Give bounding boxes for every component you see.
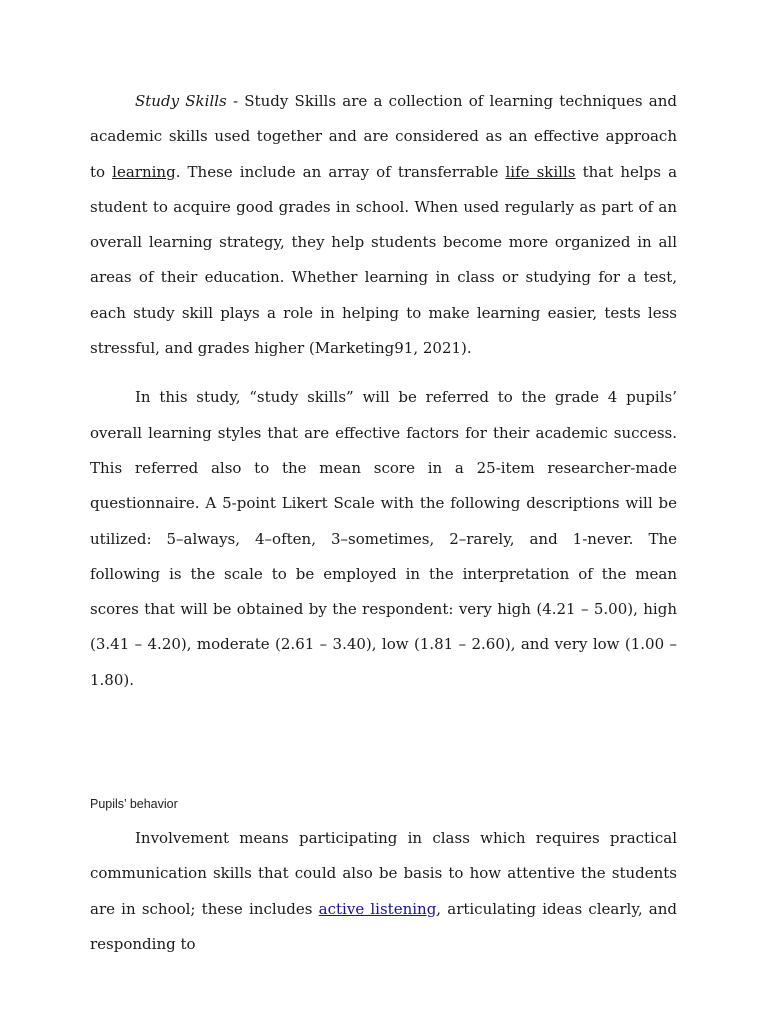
paragraph-text: Involvement means participating in class which requires practical communication skills that could also be basis to how attentive the students are in school; these includes [90,829,677,918]
paragraph-text: Study Skills are a collection of learning techniques and academic skills used together and are considered as an effective approach to [90,92,677,181]
study-skills-paragraph [90,84,677,366]
life-skills-link[interactable]: life skills [505,162,576,181]
paragraph-text: that helps a student to acquire good grades in school. When used regularly as part of an overall learning strategy, they help students become more organized in all areas of their education. Whether learning in class or studying for a test, each study skill plays a role in helping to make learning easier, tests less stressful, and grades higher (Marketing91, 2021). [90,162,678,358]
document-body-continued [90,821,677,962]
defined-term: Study Skills [135,92,227,110]
paragraph-text: . These include an array of transferrable [175,162,506,181]
active-listening-link[interactable]: active listening [318,899,437,918]
operational-definition-paragraph: In this study, “study skills” will be referred to the grade 4 pupils’ overall learning styles that are effective factors for their academic success. This referred also to the mean score in a 25-item researcher-made questionnaire. A 5-point Likert Scale with the following descriptions will be utilized: 5–always, 4–often, 3–sometimes, 2–rarely, and 1-never. The following is the scale to be employed in the interpretation of the mean scores that will be obtained by the respondent: very high (4.21 – 5.00), high (3.41 – 4.20), moderate (2.61 – 3.40), low (1.81 – 2.60), and very low (1.00 – 1.80). [90,388,677,689]
document-body [90,84,677,698]
learning-link[interactable]: learning [112,162,176,181]
term-separator: - [226,92,245,110]
involvement-paragraph [90,821,677,962]
section-heading: Pupils’ behavior [90,797,178,811]
paragraph-text: , articulating ideas clearly, and responding to [90,899,677,953]
